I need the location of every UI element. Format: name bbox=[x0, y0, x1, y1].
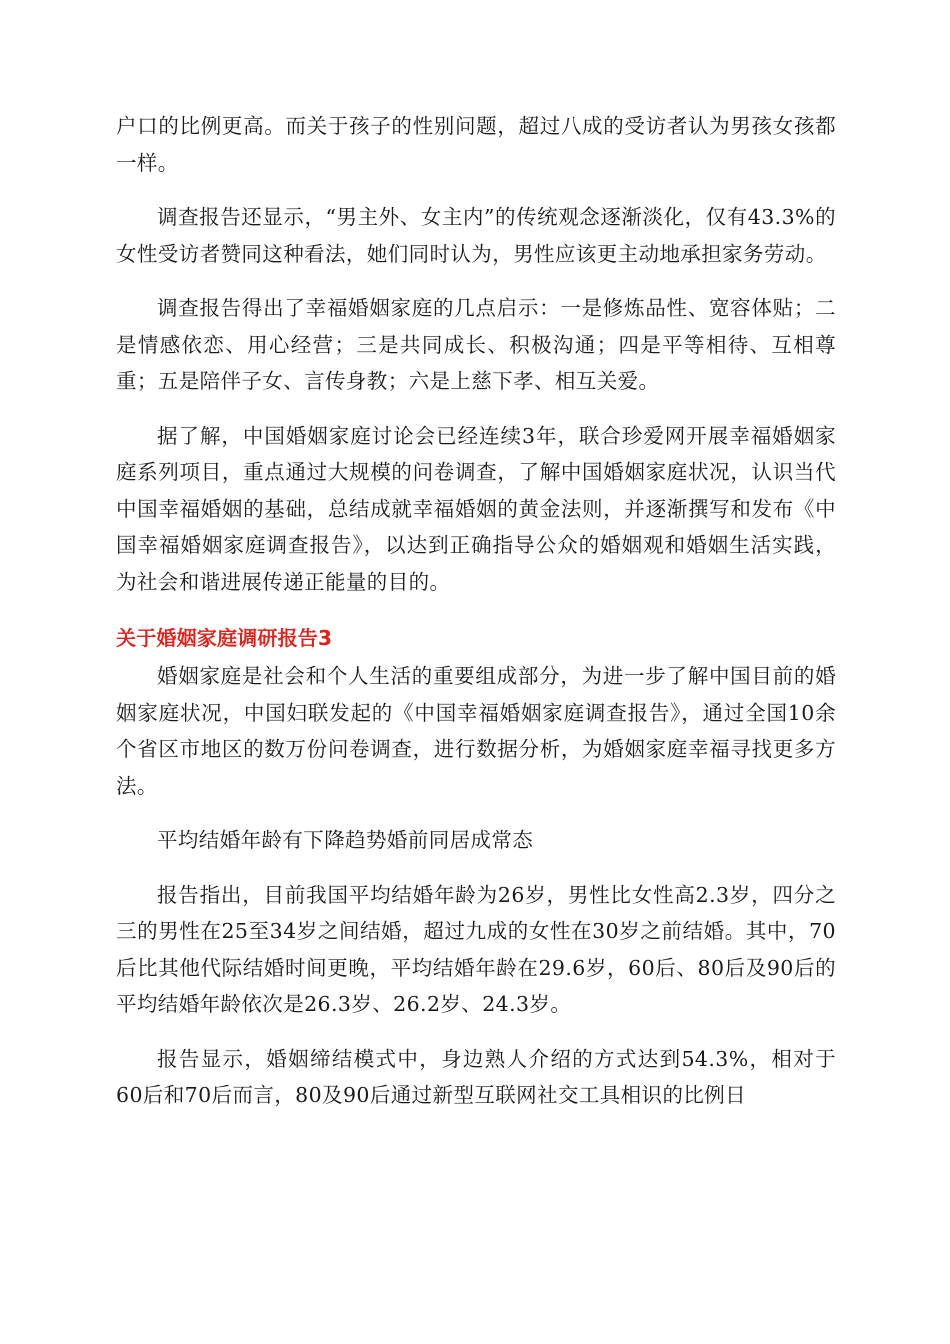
paragraph-insights: 调查报告得出了幸福婚姻家庭的几点启示：一是修炼品性、宽容体贴；二是情感依恋、用心经营；三是共同成长、积极沟通；四是平等相待、互相尊重；五是陪伴子女、言传身教；六是上慈下孝、相互关爱。 bbox=[116, 296, 836, 393]
paragraph-continuation: 户口的比例更高。而关于孩子的性别问题，超过八成的受访者认为男孩女孩都一样。 bbox=[116, 114, 836, 175]
paragraph-marriage-mode: 报告显示，婚姻缔结模式中，身边熟人介绍的方式达到54.3%，相对于60后和70后而言，80及90后通过新型互联网社交工具相识的比例日 bbox=[116, 1046, 836, 1107]
paragraph-marriage-age: 报告指出，目前我国平均结婚年龄为26岁，男性比女性高2.3岁，四分之三的男性在25至34岁之间结婚，超过九成的女性在30岁之前结婚。其中，70后比其他代际结婚时间更晚，平均结婚年龄在29.6岁，60后、80后及90后的平均结婚年龄依次是26.3岁、26.2岁、24.3岁。 bbox=[116, 882, 836, 1016]
paragraph-intro: 婚姻家庭是社会和个人生活的重要组成部分，为进一步了解中国目前的婚姻家庭状况，中国妇联发起的《中国幸福婚姻家庭调查报告》，通过全国10余个省区市地区的数万份问卷调查，进行数据分析，为婚姻家庭幸福寻找更多方法。 bbox=[116, 664, 836, 798]
section-heading: 关于婚姻家庭调研报告3 bbox=[116, 626, 333, 650]
paragraph-traditional-view: 调查报告还显示，“男主外、女主内”的传统观念逐渐淡化，仅有43.3%的女性受访者赞同这种看法，她们同时认为，男性应该更主动地承担家务劳动。 bbox=[116, 205, 836, 266]
paragraph-subtitle: 平均结婚年龄有下降趋势婚前同居成常态 bbox=[157, 828, 534, 852]
document-body bbox=[116, 108, 836, 1132]
paragraph-background: 据了解，中国婚姻家庭讨论会已经连续3年，联合珍爱网开展幸福婚姻家庭系列项目，重点通过大规模的问卷调查，了解中国婚姻家庭状况，认识当代中国幸福婚姻的基础，总结成就幸福婚姻的黄金法则，并逐渐撰写和发布《中国幸福婚姻家庭调查报告》，以达到正确指导公众的婚姻观和婚姻生活实践，为社会和谐进展传递正能量的目的。 bbox=[116, 423, 836, 594]
